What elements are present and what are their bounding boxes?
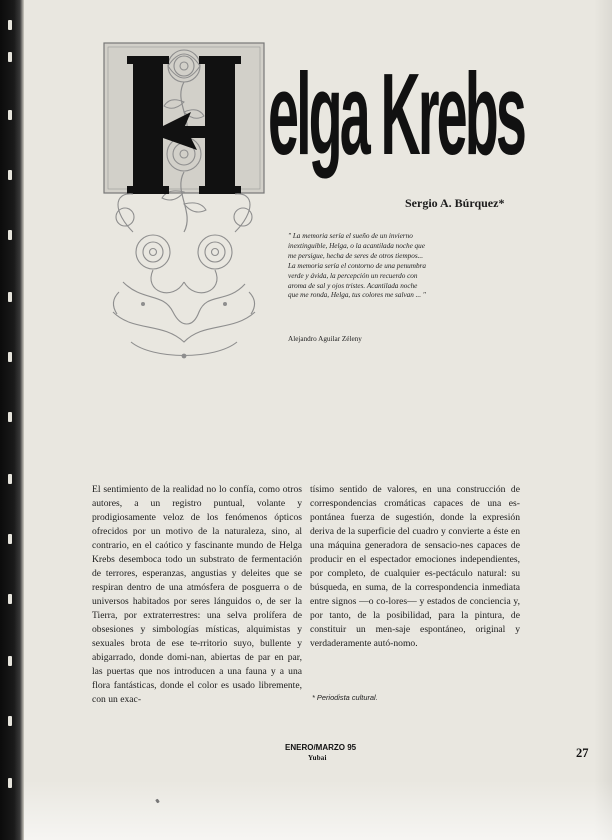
magazine-logo: Yubai [308,754,327,762]
body-column-right: tísimo sentido de valores, en una construcción de correspondencias cromáticas capaces de una es-pontánea fuerza de sugestión, donde la expresión deriva de la superficie del cuadro y convierte a éste en una máquina generadora de sensacio-nes capaces de producir en el espectador emociones independientes, por completo, de cualquier es-pectáculo natural: su búsqueda, en suma, de la correspondencia inmediata entre signos —o co-lores— y estados de conciencia y, por tanto, de la posibilidad, para la pintura, de constituir un men-saje espontáneo, original y verdaderamente autó-nomo. [310,484,520,649]
footnote: * Periodista cultural. [312,693,378,702]
ornamental-initial [103,42,265,368]
page-number: 27 [576,746,589,760]
article-author: Sergio A. Búrquez* [405,196,505,210]
floral-ornament-lower [113,194,255,356]
epigraph-quote: " La memoria sería el sueño de un invierno inextinguible, Helga, o la acantilada noche que me persigue, hecha de seres de otros tiempos... La memoria sería el contorno de una penumbra verde y ávida, la percepción un recuerdo con aroma de sal y ojos tristes. Acantilada noche que me ronda, Helga, tus colores me salvan ... " [288,232,426,300]
paper-fade [24,780,612,840]
issue-date: ENERO/MARZO 95 [285,743,357,752]
body-column-left: El sentimiento de la realidad no lo confía, como otros autores, a un registro puntual, volante y prodigiosamente veloz de los fenómenos ópticos ofrecidos por un motivo de la naturaleza, sino, al contrario, en el caótico y fascinante mundo de Helga Krebs desemboca todo un substrato de fermentación de terrores, esperanzas, angustias y deleites que se respiran dentro de una atmósfera de posguerra o de universos habitados por seres lánguidos o, de ser la Tierra, por extraterrestres: una selva prolífera de obsesiones y simbologías místicas, alquimistas y sexuales brota de ese te-rritorio suyo, bullente y abigarrado, donde domi-nan, abiertas de par en par, las puertas que nos introducen a una fauna y a una flora fantásticas, donde el color es usado libremente, con un exac- [92,484,302,705]
page-edge-shadow [594,0,612,840]
article-title: elga Krebs [268,49,524,179]
binding-strip [0,0,24,840]
epigraph-author: Alejandro Aguilar Zéleny [288,335,362,343]
